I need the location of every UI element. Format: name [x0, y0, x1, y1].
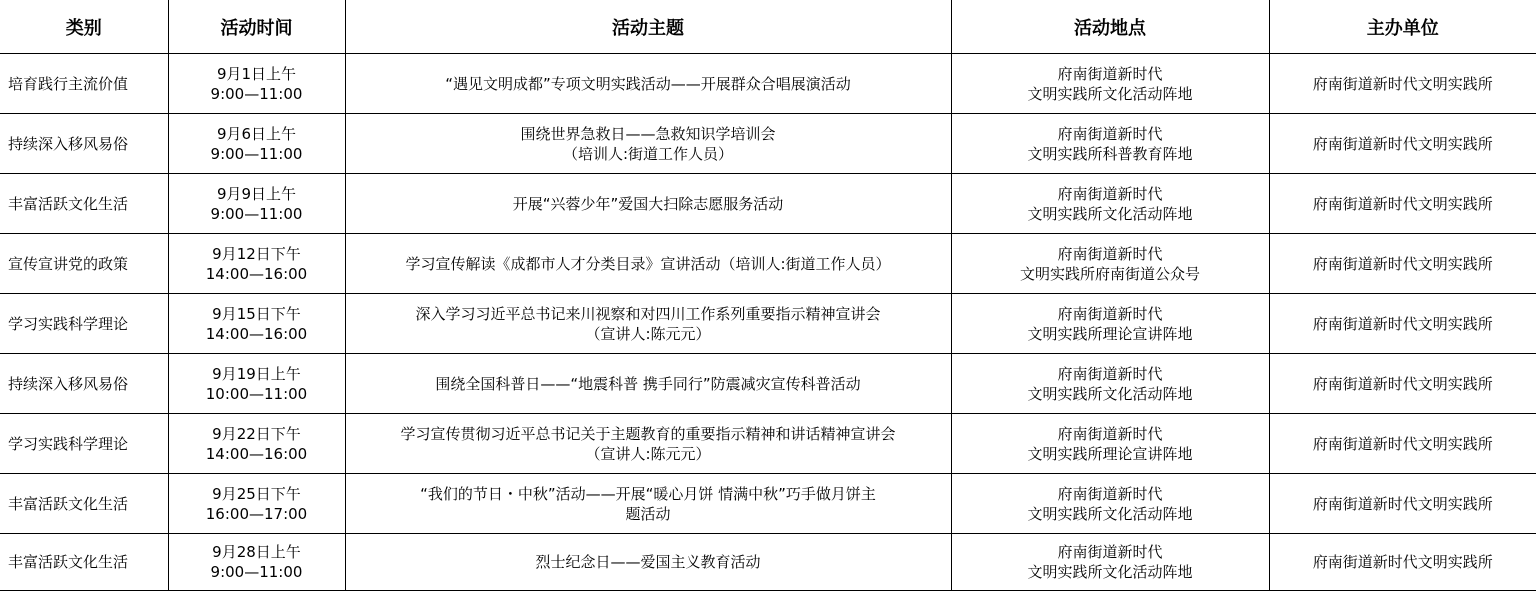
theme-cell — [345, 234, 951, 294]
location-line-1: 府南街道新时代 — [1057, 484, 1163, 503]
location-line-2: 文明实践所文化活动阵地 — [1027, 204, 1193, 223]
theme-line-1: 围绕全国科普日——“地震科普 携手同行”防震减灾宣传科普活动 — [435, 374, 861, 393]
category-cell — [0, 54, 168, 114]
location-cell — [951, 534, 1269, 591]
time-cell — [168, 474, 345, 534]
category-text: 丰富活跃文化生活 — [8, 494, 129, 513]
category-cell — [0, 174, 168, 234]
activity-hours: 14:00—16:00 — [205, 444, 308, 463]
time-cell — [168, 354, 345, 414]
theme-line-1: 深入学习习近平总书记来川视察和对四川工作系列重要指示精神宣讲会 — [415, 304, 881, 323]
time-cell — [168, 534, 345, 591]
category-text: 学习实践科学理论 — [8, 314, 129, 333]
table-row — [0, 294, 1536, 354]
location-line-1: 府南街道新时代 — [1057, 64, 1163, 83]
activity-date: 9月22日下午 — [212, 424, 301, 443]
organizer-cell — [1269, 354, 1536, 414]
theme-line-1: 开展“兴蓉少年”爱国大扫除志愿服务活动 — [512, 194, 784, 213]
schedule-body — [0, 54, 1536, 591]
activity-date: 9月15日下午 — [212, 304, 301, 323]
location-line-1: 府南街道新时代 — [1057, 124, 1163, 143]
header-theme: 活动主题 — [345, 0, 951, 54]
category-cell — [0, 414, 168, 474]
location-cell — [951, 54, 1269, 114]
organizer-text: 府南街道新时代文明实践所 — [1312, 134, 1493, 153]
activity-hours: 9:00—11:00 — [210, 204, 303, 223]
header-location: 活动地点 — [951, 0, 1269, 54]
location-cell — [951, 414, 1269, 474]
location-line-2: 文明实践所文化活动阵地 — [1027, 563, 1193, 581]
organizer-text: 府南街道新时代文明实践所 — [1312, 374, 1493, 393]
table-row — [0, 114, 1536, 174]
activity-hours: 9:00—11:00 — [210, 84, 303, 103]
location-line-2: 文明实践所文化活动阵地 — [1027, 384, 1193, 403]
activity-hours: 9:00—11:00 — [210, 563, 303, 581]
header-time: 活动时间 — [168, 0, 345, 54]
category-cell — [0, 114, 168, 174]
theme-cell — [345, 474, 951, 534]
table-row — [0, 534, 1536, 591]
location-line-1: 府南街道新时代 — [1057, 364, 1163, 383]
location-line-2: 文明实践所理论宣讲阵地 — [1027, 444, 1193, 463]
theme-cell — [345, 174, 951, 234]
location-line-1: 府南街道新时代 — [1057, 304, 1163, 323]
activity-hours: 14:00—16:00 — [205, 324, 308, 343]
theme-line-2: （宣讲人:陈元元） — [585, 444, 711, 463]
table-row — [0, 234, 1536, 294]
theme-line-1: 学习宣传解读《成都市人才分类目录》宣讲活动（培训人:街道工作人员） — [405, 254, 891, 273]
organizer-cell — [1269, 54, 1536, 114]
category-cell — [0, 234, 168, 294]
table-row — [0, 354, 1536, 414]
organizer-cell — [1269, 234, 1536, 294]
category-cell — [0, 294, 168, 354]
theme-line-1: 烈士纪念日——爱国主义教育活动 — [535, 553, 761, 571]
location-line-2: 文明实践所文化活动阵地 — [1027, 504, 1193, 523]
location-line-1: 府南街道新时代 — [1057, 184, 1163, 203]
theme-cell — [345, 414, 951, 474]
activity-date: 9月12日下午 — [212, 244, 301, 263]
theme-line-1: “我们的节日・中秋”活动——开展“暖心月饼 情满中秋”巧手做月饼主 — [420, 484, 876, 503]
location-cell — [951, 474, 1269, 534]
activity-hours: 16:00—17:00 — [205, 504, 308, 523]
organizer-text: 府南街道新时代文明实践所 — [1312, 314, 1493, 333]
theme-cell — [345, 114, 951, 174]
table-row — [0, 54, 1536, 114]
table-row — [0, 414, 1536, 474]
organizer-text: 府南街道新时代文明实践所 — [1312, 254, 1493, 273]
category-text: 培育践行主流价值 — [8, 74, 129, 93]
category-text: 宣传宣讲党的政策 — [8, 254, 129, 273]
category-text: 丰富活跃文化生活 — [8, 194, 129, 213]
organizer-cell — [1269, 414, 1536, 474]
activity-hours: 9:00—11:00 — [210, 144, 303, 163]
organizer-cell — [1269, 114, 1536, 174]
organizer-text: 府南街道新时代文明实践所 — [1312, 494, 1493, 513]
location-line-2: 文明实践所府南街道公众号 — [1019, 264, 1200, 283]
theme-cell — [345, 354, 951, 414]
activity-hours: 14:00—16:00 — [205, 264, 308, 283]
header-row — [0, 0, 1536, 54]
header-organizer: 主办单位 — [1269, 0, 1536, 54]
category-cell — [0, 354, 168, 414]
time-cell — [168, 174, 345, 234]
location-cell — [951, 114, 1269, 174]
category-text: 持续深入移风易俗 — [8, 134, 129, 153]
time-cell — [168, 54, 345, 114]
organizer-text: 府南街道新时代文明实践所 — [1312, 194, 1493, 213]
activity-hours: 10:00—11:00 — [205, 384, 308, 403]
organizer-cell — [1269, 534, 1536, 591]
category-text: 丰富活跃文化生活 — [8, 553, 129, 571]
location-line-2: 文明实践所理论宣讲阵地 — [1027, 324, 1193, 343]
location-line-1: 府南街道新时代 — [1057, 244, 1163, 263]
header-category: 类别 — [0, 0, 168, 54]
organizer-cell — [1269, 474, 1536, 534]
organizer-text: 府南街道新时代文明实践所 — [1312, 434, 1493, 453]
activity-date: 9月6日上午 — [216, 124, 297, 143]
location-cell — [951, 174, 1269, 234]
time-cell — [168, 234, 345, 294]
organizer-cell — [1269, 294, 1536, 354]
location-line-1: 府南街道新时代 — [1057, 424, 1163, 443]
category-text: 持续深入移风易俗 — [8, 374, 129, 393]
category-cell — [0, 474, 168, 534]
activity-date: 9月1日上午 — [216, 64, 297, 83]
category-text: 学习实践科学理论 — [8, 434, 129, 453]
location-cell — [951, 234, 1269, 294]
activity-date: 9月9日上午 — [216, 184, 297, 203]
theme-line-2: （培训人:街道工作人员） — [562, 144, 734, 163]
time-cell — [168, 414, 345, 474]
theme-cell — [345, 294, 951, 354]
location-line-2: 文明实践所科普教育阵地 — [1027, 144, 1193, 163]
theme-line-2: （宣讲人:陈元元） — [585, 324, 711, 343]
theme-cell — [345, 534, 951, 591]
table-row — [0, 174, 1536, 234]
theme-cell — [345, 54, 951, 114]
organizer-text: 府南街道新时代文明实践所 — [1312, 74, 1493, 93]
activity-date: 9月28日上午 — [212, 543, 301, 561]
location-line-2: 文明实践所文化活动阵地 — [1027, 84, 1193, 103]
location-cell — [951, 354, 1269, 414]
activity-date: 9月25日下午 — [212, 484, 301, 503]
category-cell — [0, 534, 168, 591]
theme-line-1: 学习宣传贯彻习近平总书记关于主题教育的重要指示精神和讲话精神宣讲会 — [400, 424, 896, 443]
time-cell — [168, 114, 345, 174]
location-line-1: 府南街道新时代 — [1057, 543, 1163, 561]
activity-date: 9月19日上午 — [212, 364, 301, 383]
theme-line-2: 题活动 — [625, 504, 671, 523]
time-cell — [168, 294, 345, 354]
table-row — [0, 474, 1536, 534]
location-cell — [951, 294, 1269, 354]
theme-line-1: “遇见文明成都”专项文明实践活动——开展群众合唱展演活动 — [445, 74, 851, 93]
theme-line-1: 围绕世界急救日——急救知识学培训会 — [520, 124, 776, 143]
organizer-text: 府南街道新时代文明实践所 — [1312, 553, 1493, 571]
organizer-cell — [1269, 174, 1536, 234]
